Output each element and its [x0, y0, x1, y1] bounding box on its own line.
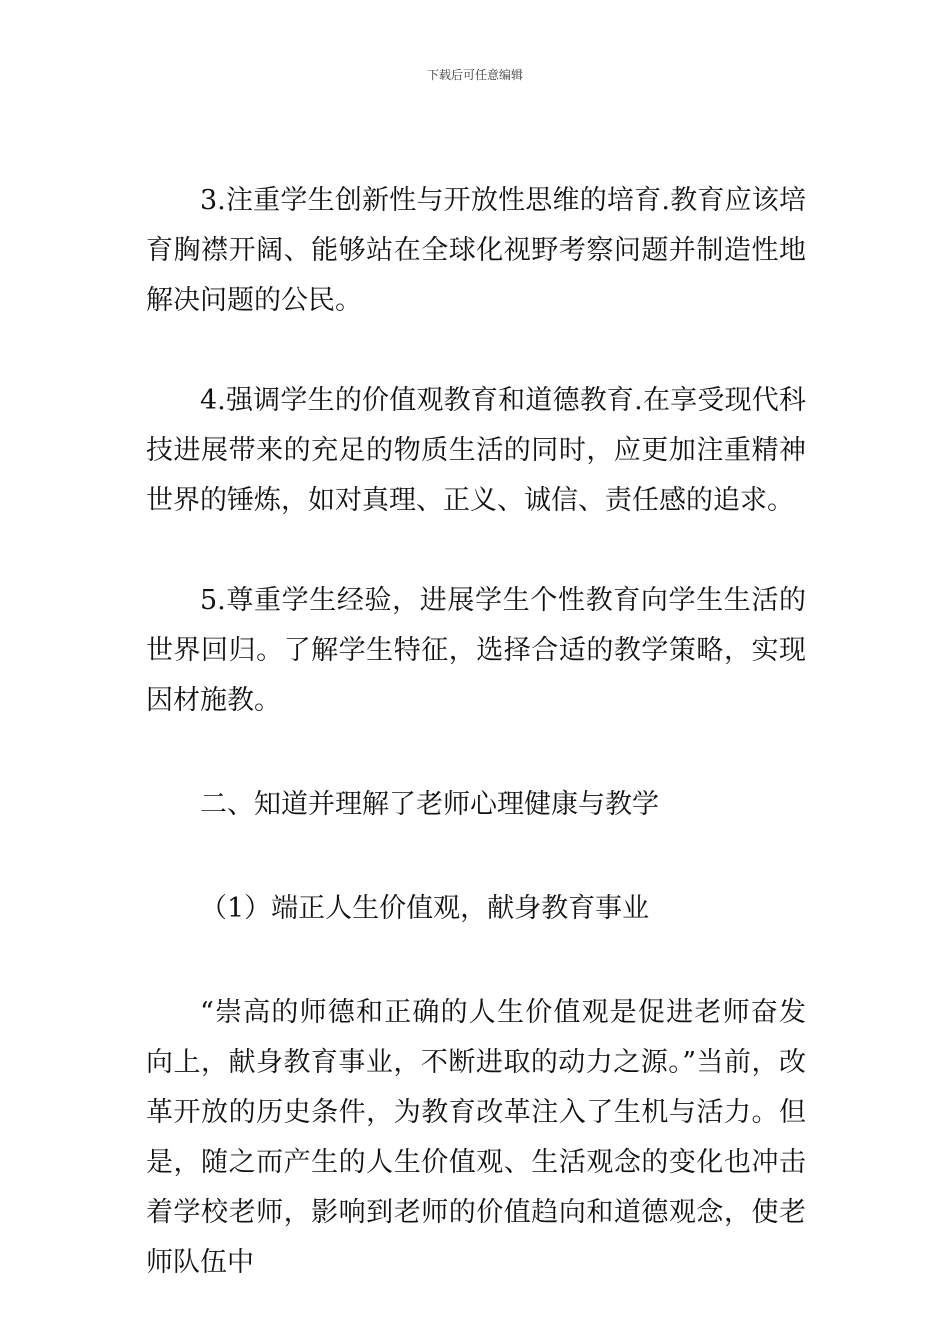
paragraph-3: 3.注重学生创新性与开放性思维的培育.教育应该培育胸襟开阔、能够站在全球化视野考察问题并制造性地解决问题的公民。 — [146, 185, 806, 316]
paragraph-5: 5.尊重学生经验，进展学生个性教育向学生生活的世界回归。了解学生特征，选择合适的教学策略，实现因材施教。 — [146, 585, 806, 716]
header-note: 下载后可任意编辑 — [426, 68, 523, 82]
paragraph-4: 4.强调学生的价值观教育和道德教育.在享受现代科技进展带来的充足的物质生活的同时，应更加注重精神世界的锤炼，如对真理、正义、诚信、责任感的追求。 — [146, 385, 806, 516]
paragraph-spacer — [146, 326, 806, 376]
paragraph-spacer — [146, 526, 806, 576]
paragraph-quote: “崇高的师德和正确的人生价值观是促进老师奋发向上，献身教育事业，不断进取的动力之源。”当前，改革开放的历史条件，为教育改革注入了生机与活力。但是，随之而产生的人生价值观、生活观念的变化也冲击着学校老师，影响到老师的价值趋向和道德观念，使老师队伍中 — [146, 997, 806, 1278]
paragraph-spacer — [146, 830, 806, 884]
document-body — [146, 176, 806, 1288]
paragraph-spacer — [146, 934, 806, 988]
subsection-heading-1: （1）端正人生价值观，献身教育事业 — [200, 893, 650, 924]
paragraph-spacer — [146, 726, 806, 780]
section-heading-2: 二、知道并理解了老师心理健康与教学 — [200, 789, 659, 820]
